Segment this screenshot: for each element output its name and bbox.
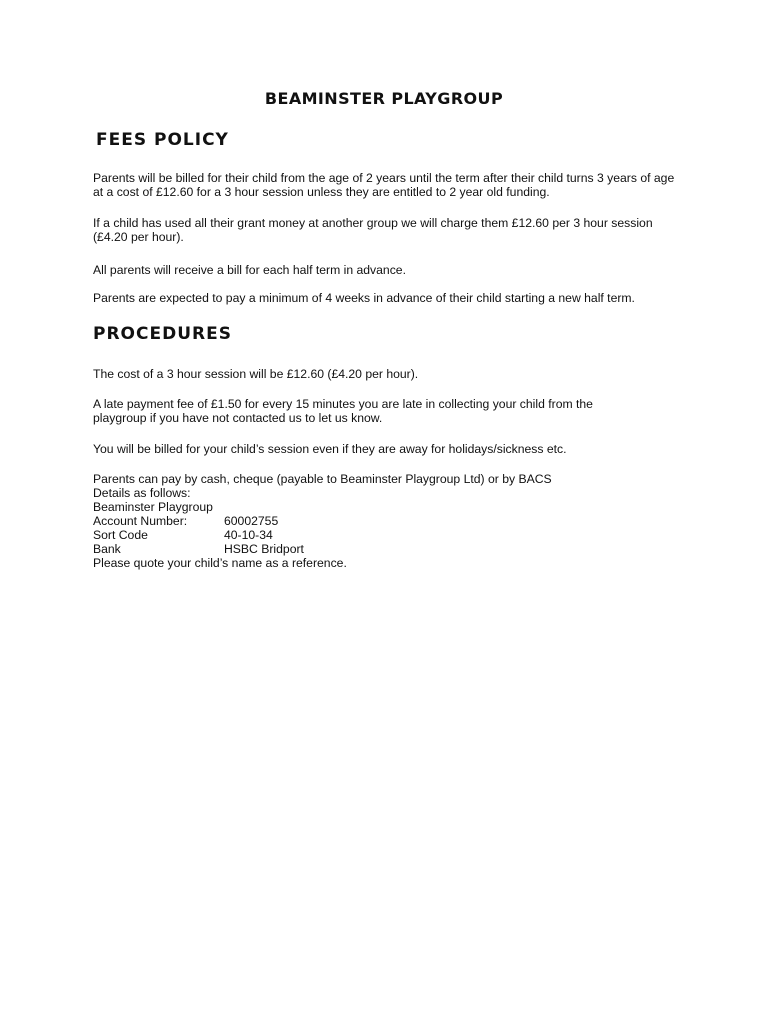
fees-paragraph-half-term-bill: All parents will receive a bill for each half term in advance.	[93, 263, 406, 277]
payment-sort-code-row	[93, 528, 273, 542]
sort-code-label: Sort Code	[93, 528, 148, 542]
sort-code-value: 40-10-34	[224, 528, 273, 542]
fees-paragraph-billing-age: Parents will be billed for their child from the age of 2 years until the term after their child turns 3 years of age at a cost of £12.60 for a 3 hour session unless they are entitled to 2 year old funding.	[93, 171, 675, 199]
procedures-paragraph-session-cost: The cost of a 3 hour session will be £12.60 (£4.20 per hour).	[93, 367, 419, 381]
bank-value: HSBC Bridport	[224, 542, 304, 556]
payment-bank-row	[93, 542, 304, 556]
bank-label: Bank	[93, 542, 121, 556]
account-number-value: 60002755	[224, 514, 279, 528]
procedures-paragraph-absence-billing: You will be billed for your child’s session even if they are away for holidays/sickness etc.	[93, 442, 567, 456]
procedures-heading: PROCEDURES	[93, 324, 232, 344]
payment-methods-intro: Parents can pay by cash, cheque (payable to Beaminster Playgroup Ltd) or by BACS	[93, 472, 552, 486]
payment-account-name: Beaminster Playgroup	[93, 500, 213, 514]
fees-policy-heading: FEES POLICY	[96, 130, 229, 150]
payment-details-label: Details as follows:	[93, 486, 191, 500]
document-title: BEAMINSTER PLAYGROUP	[264, 89, 504, 108]
procedures-paragraph-late-fee: A late payment fee of £1.50 for every 15 minutes you are late in collecting your child from the playgroup if you have not contacted us to let us know.	[93, 397, 593, 425]
account-number-label: Account Number:	[93, 514, 188, 528]
fees-paragraph-advance-payment: Parents are expected to pay a minimum of 4 weeks in advance of their child starting a new half term.	[93, 291, 635, 305]
payment-account-number-row	[93, 514, 279, 528]
fees-paragraph-grant-money: If a child has used all their grant money at another group we will charge them £12.60 per 3 hour session (£4.20 per hour).	[93, 216, 653, 244]
payment-reference-note: Please quote your child’s name as a reference.	[93, 556, 347, 570]
